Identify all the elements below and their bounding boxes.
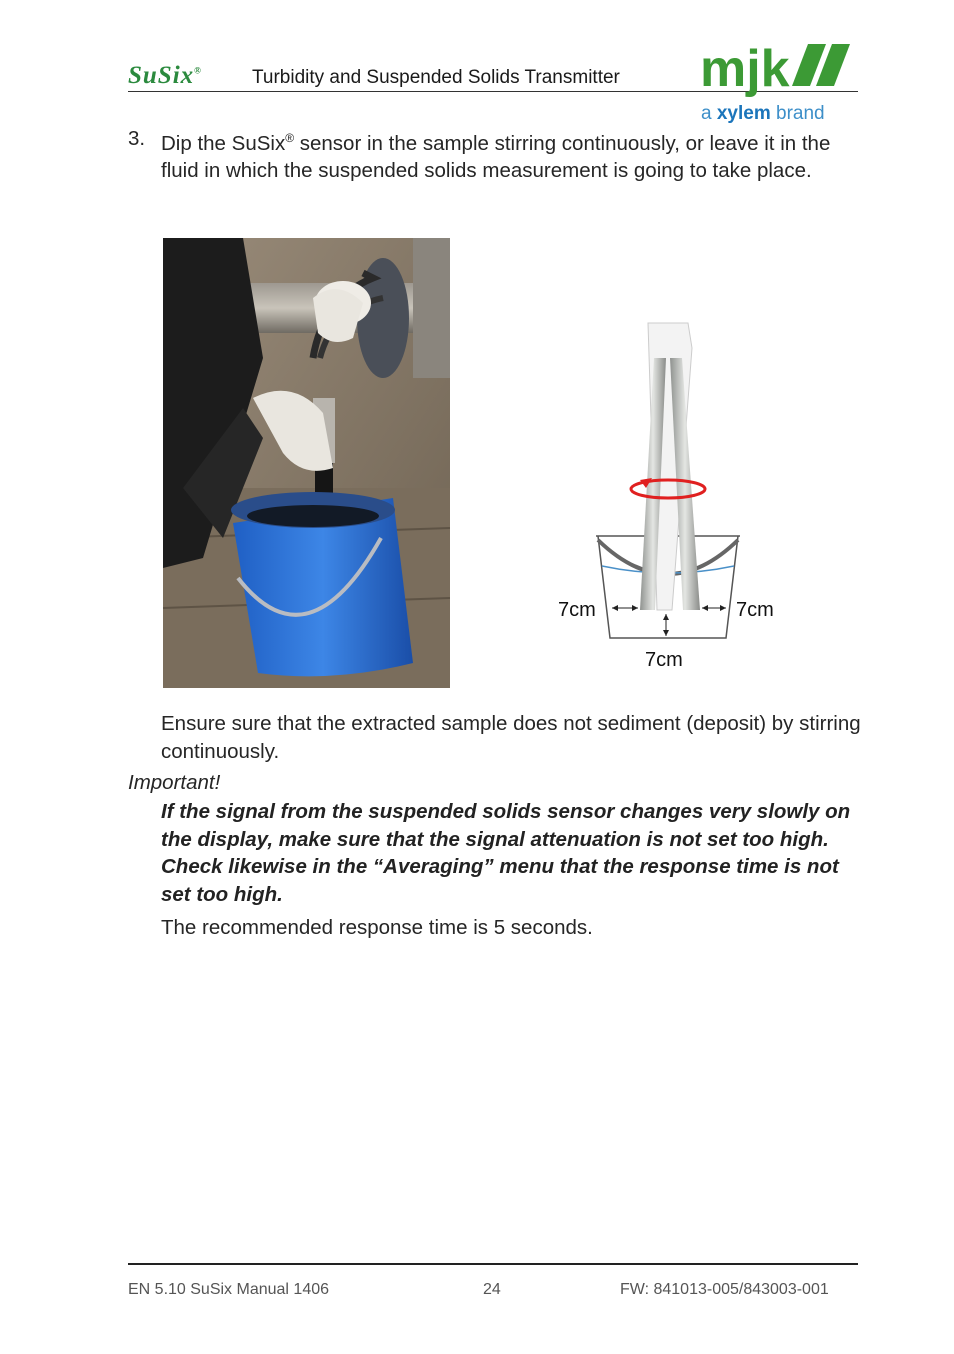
step-number: 3. <box>128 127 146 150</box>
sensor-in-bucket-photo <box>163 238 450 688</box>
header-title: Turbidity and Suspended Solids Transmitter <box>252 67 620 88</box>
footer-rule <box>128 1263 858 1265</box>
brand-registered: ® <box>194 65 202 76</box>
footer-page-number: 24 <box>483 1281 501 1298</box>
footer-firmware: FW: 841013-005/843003-001 <box>620 1281 829 1298</box>
svg-text:mjk: mjk <box>700 40 790 98</box>
brand-name: SuSix <box>128 62 195 89</box>
step-text: Dip the SuSix® sensor in the sample stirring continuously, or leave it in the fluid in which the suspended solids measurement is going to take place. <box>161 131 831 183</box>
dimension-label-bottom: 7cm <box>645 649 683 671</box>
important-note: If the signal from the suspended solids sensor changes very slowly on the display, make sure that the signal attenuation is not set too high. Check likewise in the “Averaging” menu that the response time is not set too high. <box>161 800 851 906</box>
important-label: Important! <box>128 771 221 794</box>
brand-susix <box>128 62 202 90</box>
dimension-label-left: 7cm <box>558 599 596 621</box>
footer-manual-id: EN 5.10 SuSix Manual 1406 <box>128 1281 330 1298</box>
sensor-spacing-diagram <box>540 318 800 678</box>
recommended-paragraph: The recommended response time is 5 seconds. <box>161 916 593 939</box>
mjk-logo-icon <box>698 40 858 104</box>
dimension-label-right: 7cm <box>736 599 774 621</box>
xylem-tagline: a xylem brand <box>701 103 825 124</box>
xylem-word: xylem <box>716 103 771 124</box>
ensure-paragraph: Ensure sure that the extracted sample does not sediment (deposit) by stirring continuously. <box>161 712 861 763</box>
